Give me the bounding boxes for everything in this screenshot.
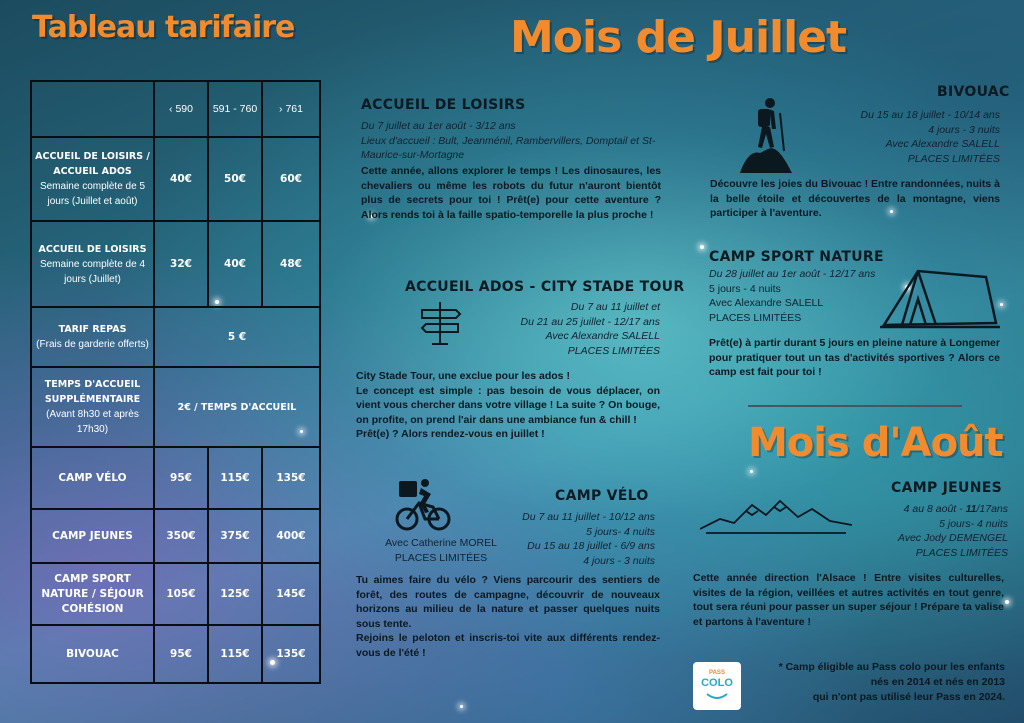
- price-cell: 350€: [154, 509, 208, 563]
- row-label: BIVOUAC: [31, 625, 154, 683]
- meta-line: 4 jours - 3 nuits: [928, 123, 1000, 136]
- price-cell: 40€: [208, 221, 262, 307]
- merged-price-cell: 5 €: [154, 307, 320, 367]
- row-label-desc: Semaine complète de 5 jours (Juillet et août): [39, 181, 146, 207]
- camp-sport-meta: [709, 267, 889, 325]
- price-cell: 95€: [154, 447, 208, 509]
- accueil-loisirs-meta: [361, 119, 661, 163]
- body-line: Tu aimes faire du vélo ? Viens parcourir des sentiers de forêt, des routes de campagne, découvrir de nouveaux horizons au milieu de la nature et passer quelques nuits sous tente.: [356, 574, 660, 630]
- price-cell: 135€: [262, 625, 320, 683]
- price-cell: 48€: [262, 221, 320, 307]
- meta-line: Avec Alexandre SALELL: [709, 297, 824, 309]
- meta-line: 5 jours - 4 nuits: [709, 282, 781, 295]
- row-label-desc: (Frais de garderie offerts): [36, 339, 149, 350]
- table-header-cell: › 761: [262, 81, 320, 137]
- price-cell: 115€: [208, 447, 262, 509]
- camp-velo-body: [356, 573, 660, 660]
- row-label-title: ACCUEIL DE LOISIRS: [38, 243, 147, 255]
- row-label-desc: Semaine complète de 4 jours (Juillet): [39, 258, 146, 285]
- camp-jeunes-title: CAMP JEUNES: [891, 480, 1002, 496]
- table-row: [31, 307, 320, 367]
- camp-sport-title: CAMP SPORT NATURE: [709, 249, 884, 265]
- bivouac-body: Découvre les joies du Bivouac ! Entre randonnées, nuits à la belle étoile et découvertes de la montagne, viens participer à l'aventure.: [710, 178, 1000, 219]
- accueil-ados-meta: [480, 300, 660, 358]
- table-row: [31, 563, 320, 625]
- meta-line: 5 jours- 4 nuits: [586, 525, 655, 538]
- camp-jeunes-body: Cette année direction l'Alsace ! Entre visites culturelles, visites de la région, veillées et autres activités en tout genre, tout sera réuni pour passer un super séjour ! Prépare ta valise et partons à l'aventure !: [693, 572, 1004, 628]
- meta-line: Avec Alexandre SALELL: [545, 330, 660, 342]
- meta-line: Avec Jody DEMENGEL: [897, 532, 1008, 544]
- meta-line: PLACES LIMITÉES: [907, 152, 1000, 165]
- meta-line: Avec Alexandre SALELL: [885, 138, 1000, 150]
- price-cell: 40€: [154, 137, 208, 221]
- price-cell: 400€: [262, 509, 320, 563]
- accueil-ados-body: [356, 369, 660, 442]
- body-line: Prêt(e) ? Alors rendez-vous en juillet !: [356, 428, 545, 440]
- table-row: [31, 447, 320, 509]
- accueil-loisirs-title: ACCUEIL DE LOISIRS: [361, 97, 526, 113]
- price-cell: 60€: [262, 137, 320, 221]
- camp-sport-body: Prêt(e) à partir durant 5 jours en pleine nature à Longemer pour pratiquer tout un tas d'activités sportives ? Alors ce camp est fait pour toi !: [709, 337, 1000, 378]
- bivouac-title: BIVOUAC: [937, 84, 1010, 100]
- signpost-icon: [416, 298, 464, 348]
- table-row: [31, 137, 320, 221]
- table-header-empty: [31, 81, 154, 137]
- hiker-icon: [740, 95, 792, 173]
- meta-line: Du 21 au 25 juillet - 12/17 ans: [520, 315, 660, 328]
- meta-date: 4 au 8 août -: [903, 503, 966, 515]
- tent-icon: [880, 265, 1000, 331]
- star-decoration: [1000, 303, 1003, 306]
- body-line: City Stade Tour, une exclue pour les ados !: [356, 370, 570, 382]
- meta-line: Avec Catherine MOREL: [385, 537, 497, 549]
- meta-line: Du 7 juillet au 1er août - 3/12 ans: [361, 120, 516, 132]
- meta-line: Lieux d'accueil : Bult, Jeanménil, Rambervillers, Domptail et St-Maurice-sur-Mortagne: [361, 134, 656, 161]
- table-row: [31, 221, 320, 307]
- table-row: [31, 509, 320, 563]
- table-row: [31, 625, 320, 683]
- star-decoration: [1005, 600, 1009, 604]
- meta-line: 4 jours - 3 nuits: [583, 554, 655, 567]
- merged-price-cell: 2€ / TEMPS D'ACCUEIL: [154, 367, 320, 447]
- meta-line: 5 jours- 4 nuits: [939, 517, 1008, 530]
- meta-line: PLACES LIMITÉES: [915, 546, 1008, 559]
- price-cell: 50€: [208, 137, 262, 221]
- meta-line: [850, 502, 1008, 517]
- accueil-loisirs-body: Cette année, allons explorer le temps ! Les dinosaures, les chevaliers ou même les robots du futur n'auront bientôt plus de secrets pour toi ! Prêt(e) pour cette aventure ? Alors rends toi à la faille spatio-temporelle la plus proche !: [361, 165, 661, 221]
- table-header-row: [31, 81, 320, 137]
- tarif-title: Tableau tarifaire: [32, 10, 295, 45]
- price-cell: 32€: [154, 221, 208, 307]
- row-label: CAMP JEUNES: [31, 509, 154, 563]
- bivouac-meta: [800, 108, 1000, 166]
- star-decoration: [460, 705, 463, 708]
- camp-jeunes-meta: [850, 502, 1008, 560]
- price-cell: 125€: [208, 563, 262, 625]
- price-cell: 145€: [262, 563, 320, 625]
- row-label: [31, 367, 154, 447]
- price-cell: 135€: [262, 447, 320, 509]
- table-header-cell: ‹ 590: [154, 81, 208, 137]
- section-divider: [748, 405, 962, 407]
- meta-line: PLACES LIMITÉES: [394, 551, 488, 564]
- table-row: [31, 367, 320, 447]
- meta-line: Du 28 juillet au 1er août - 12/17 ans: [709, 268, 876, 280]
- body-line: Le concept est simple : pas besoin de vous déplacer, on vient vous chercher dans votre village ! La suite ? On bouge, on profite, on prend l'air dans une ambiance fun & chill !: [356, 384, 660, 426]
- camp-velo-title: CAMP VÉLO: [555, 488, 649, 504]
- bicycle-icon: [393, 477, 453, 533]
- price-cell: 105€: [154, 563, 208, 625]
- price-cell: 375€: [208, 509, 262, 563]
- price-cell: 95€: [154, 625, 208, 683]
- body-line: Rejoins le peloton et inscris-toi vite aux différents rendez-vous de l'été !: [356, 632, 660, 659]
- row-label-title: TARIF REPAS: [58, 324, 127, 335]
- camp-velo-animator: [376, 536, 506, 565]
- logo-text-bottom: COLO: [701, 677, 733, 689]
- meta-age: 11: [965, 503, 977, 515]
- aout-title: Mois d'Août: [748, 420, 1003, 466]
- row-label-title: TEMPS D'ACCUEIL SUPPLÉMENTAIRE: [44, 379, 141, 405]
- row-label: [31, 137, 154, 221]
- camp-velo-meta: [495, 510, 655, 568]
- row-label: CAMP VÉLO: [31, 447, 154, 509]
- pass-colo-footnote: [745, 660, 1005, 705]
- accueil-ados-title: ACCUEIL ADOS - CITY STADE TOUR: [405, 279, 685, 295]
- row-label-desc: (Avant 8h30 et après 17h30): [46, 409, 139, 435]
- meta-line: PLACES LIMITÉES: [709, 311, 802, 324]
- row-label: [31, 307, 154, 367]
- pricing-table: [30, 80, 321, 684]
- row-label: [31, 221, 154, 307]
- price-cell: 115€: [208, 625, 262, 683]
- footnote-line: * Camp éligible au Pass colo pour les enfants: [778, 661, 1005, 673]
- mountains-icon: [700, 495, 852, 535]
- star-decoration: [700, 245, 704, 249]
- meta-line: PLACES LIMITÉES: [567, 344, 660, 357]
- table-header-cell: 591 - 760: [208, 81, 262, 137]
- logo-text-top: PASS: [709, 670, 725, 676]
- row-label: CAMP SPORT NATURE / SÉJOUR COHÉSION: [31, 563, 154, 625]
- footnote-line: nés en 2014 et nés en 2013: [870, 676, 1005, 688]
- juillet-title: Mois de Juillet: [510, 12, 847, 63]
- meta-line: Du 7 au 11 juillet et: [570, 301, 660, 313]
- meta-line: Du 15 au 18 juillet - 6/9 ans: [527, 540, 655, 552]
- meta-line: Du 15 au 18 juillet - 10/14 ans: [860, 109, 1000, 121]
- star-decoration: [750, 470, 753, 473]
- meta-line: Du 7 au 11 juillet - 10/12 ans: [522, 511, 655, 523]
- row-label-title: ACCUEIL DE LOISIRS / ACCUEIL ADOS: [35, 151, 150, 177]
- meta-age-suffix: /17ans: [976, 503, 1008, 515]
- footnote-line: qui n'ont pas utilisé leur Pass en 2024.: [812, 691, 1005, 703]
- pass-colo-logo: [693, 662, 741, 710]
- logo-swoosh-icon: [705, 692, 729, 700]
